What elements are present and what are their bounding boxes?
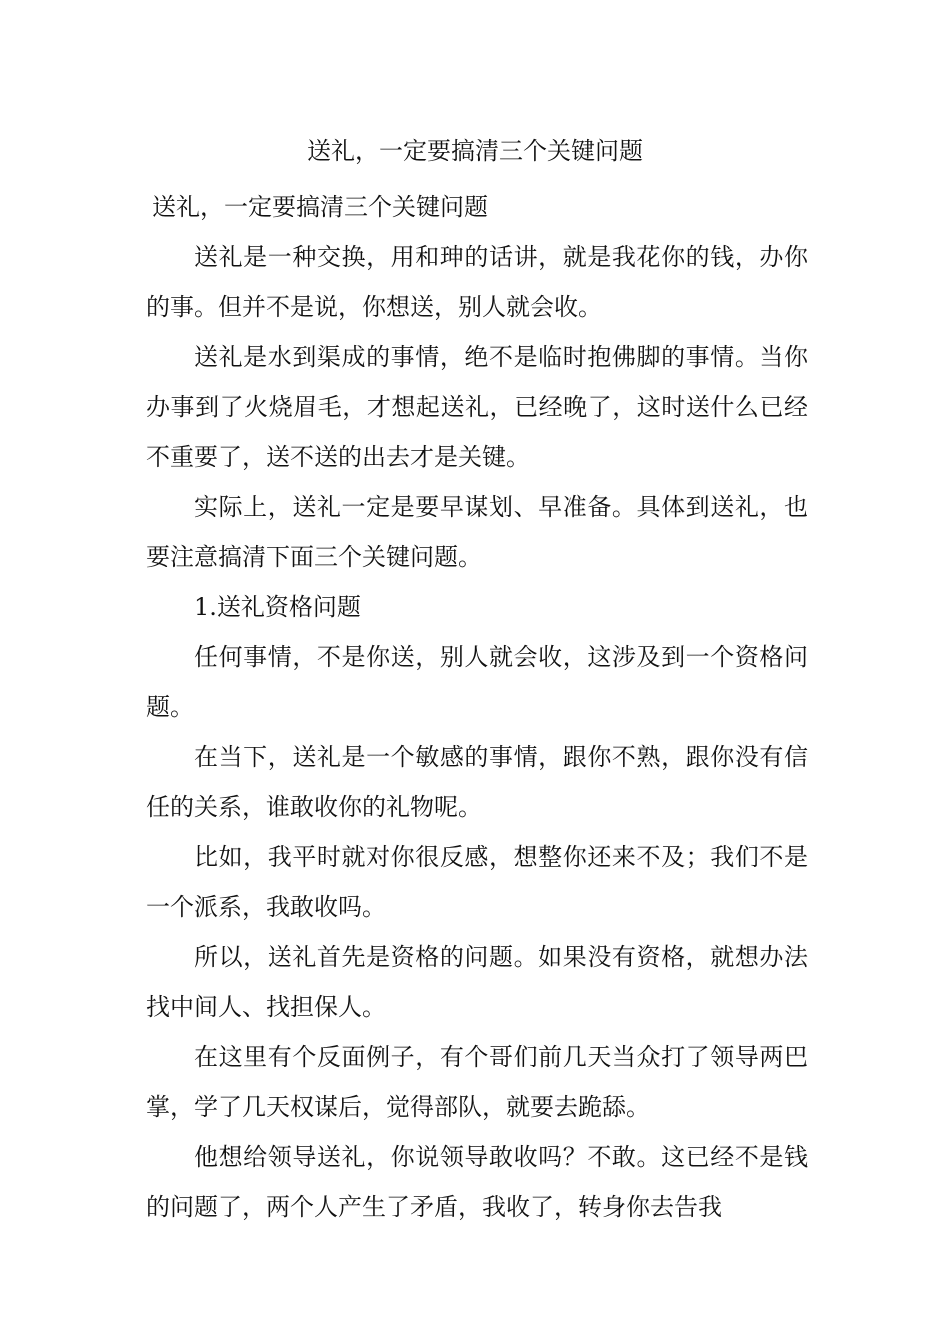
document-body [146,182,808,1232]
paragraph: 他想给领导送礼，你说领导敢收吗？不敢。这已经不是钱的问题了，两个人产生了矛盾，我收了，转身你去告我 [146,1143,808,1221]
document-subtitle: 送礼，一定要搞清三个关键问题 [152,193,488,221]
paragraph: 任何事情，不是你送，别人就会收，这涉及到一个资格问题。 [146,643,808,721]
paragraph: 在这里有个反面例子，有个哥们前几天当众打了领导两巴掌，学了几天权谋后，觉得部队，就要去跪舔。 [146,1043,808,1121]
paragraph: 在当下，送礼是一个敏感的事情，跟你不熟，跟你没有信任的关系，谁敢收你的礼物呢。 [146,743,808,821]
document-title: 送礼，一定要搞清三个关键问题 [307,137,643,165]
paragraph: 所以，送礼首先是资格的问题。如果没有资格，就想办法找中间人、找担保人。 [146,943,808,1021]
paragraph: 送礼是一种交换，用和珅的话讲，就是我花你的钱，办你的事。但并不是说，你想送，别人就会收。 [146,243,808,321]
paragraph: 比如，我平时就对你很反感，想整你还来不及；我们不是一个派系，我敢收吗。 [146,843,808,921]
paragraph: 送礼是水到渠成的事情，绝不是临时抱佛脚的事情。当你办事到了火烧眉毛，才想起送礼，已经晚了，这时送什么已经不重要了，送不送的出去才是关键。 [146,343,808,471]
paragraph: 实际上，送礼一定是要早谋划、早准备。具体到送礼，也要注意搞清下面三个关键问题。 [146,493,808,571]
section-heading: 1.送礼资格问题 [194,593,361,621]
